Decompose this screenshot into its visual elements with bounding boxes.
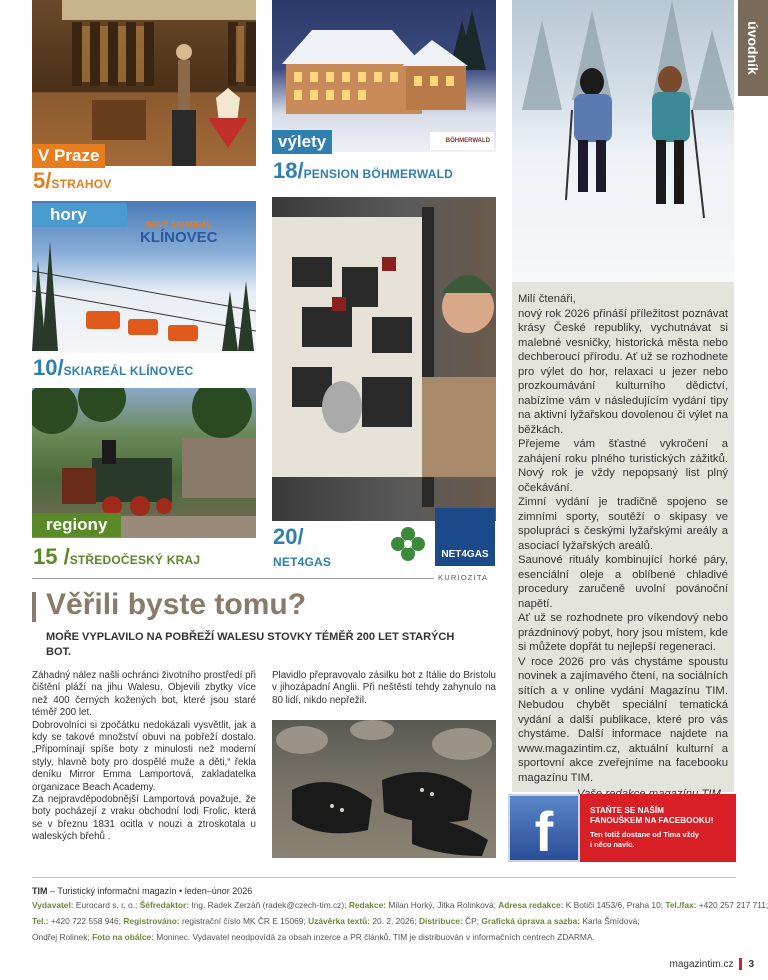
article-col1	[32, 670, 256, 844]
article-p4: Plavidlo přepravovalo zásilku bot z Itálie do Bristolu v jihozápadní Anglii. Při neštěstí tehdy zahynulo na 80 lidí, nikdo nepřežil.	[272, 670, 496, 706]
klinovec-logo: NOVÝ SKIAREÁL KLÍNOVEC	[140, 220, 218, 246]
hory-page-ref[interactable]: 10/SKIAREÁL KLÍNOVEC	[33, 355, 194, 380]
editorial-tab: úvodník	[738, 0, 768, 96]
article-col2	[272, 670, 496, 707]
editorial-p5: Ať už se rozhodnete pro víkendový nebo prázdninový pobyt, hory jsou místem, kde si můžete dopřát tu nejlepší regeneraci.	[518, 612, 728, 653]
editorial-p2: Přejeme vám šťastné vykročení a zahájení roku plného turistických zážitků. Nový rok je vždy nepopsaný list plný očekávání.	[518, 438, 728, 494]
page-number: 3	[748, 958, 754, 970]
page-footer	[670, 958, 754, 970]
editorial-p4: Saunové rituály kombinující horké páry, esenciální oleje a oblíbené chladivé procedury zaručeně uvolní povánoční napětí.	[518, 554, 728, 610]
facebook-icon: f	[508, 794, 580, 862]
headline-bar	[32, 592, 36, 622]
page-marker	[739, 958, 742, 970]
hory-title: SKIAREÁL KLÍNOVEC	[63, 364, 194, 378]
vylety-label: výlety	[272, 130, 332, 154]
section-label: KURIOZITA	[438, 573, 489, 582]
regiony-title: STŘEDOČESKÝ KRAJ	[69, 553, 201, 567]
editorial-greeting: Milí čtenáři,	[518, 293, 576, 305]
net4gas-page-ref[interactable]: 20/ NET4GAS	[273, 524, 332, 569]
skiers-illustration	[512, 0, 734, 282]
net4gas-logo: NET4GAS	[435, 508, 495, 566]
editorial-p3: Zimní vydání je tradičně spojeno se zimními sporty, soutěží o skipasy ve spolupráci s českými lyžařskými areály a asociací lyžařských areálů.	[518, 496, 728, 552]
footer-line2: Tel.: +420 722 558 946; Registrováno: registrační číslo MK ČR E 15069; Uzávěrka textů: 20. 2. 2026; Distribuce: ČP; Grafická úprava a sazba: Karla Šmídová;	[32, 916, 640, 926]
strahov-library-photo[interactable]	[32, 0, 256, 166]
regiony-label: regiony	[32, 513, 121, 537]
section-divider	[32, 578, 434, 579]
boots-illustration	[272, 720, 496, 858]
praha-label: V Praze	[32, 144, 105, 168]
footer-line3: Ondřej Rolinek; Foto na obálce: Moninec. Vydavatel neodpovídá za obsah inzerce a PR článků. TIM je distribuován v informačních centrech ZDARMA.	[32, 932, 595, 942]
editorial-p1: nový rok 2026 přináší příležitost poznávat krásy České republiky, vychutnávat si malebné vesničky, historická města nebo dechberoucí přírodu. Ať už se rozhodnete pro výlet do hor, relaxaci u jezer nebo prozkoumávání kulturního dědictví, nabízíme vám v následujícím vydání tipy na aktivní lyžařskou dovolenou či výlet na běžkách.	[518, 307, 728, 436]
footer-brand-line: TIM – Turistický informační magazín • leden–únor 2026	[32, 886, 253, 896]
footer-divider	[32, 877, 736, 878]
net4gas-photo[interactable]	[272, 197, 496, 521]
article-headline: Věřili byste tomu?	[46, 588, 307, 621]
hory-label: hory	[32, 203, 127, 227]
facebook-banner[interactable]: f STAŇTE SE NAŠÍM FANOUŠKEM NA FACEBOOKU! Ten totiž dostane od Tima vždy i něco navíc.	[508, 794, 736, 862]
editorial-box	[512, 282, 734, 792]
praha-title: STRAHOV	[51, 177, 112, 191]
article-p1: Záhadný nález našli ochránci životního prostředí při čištění pláží na jihu Walesu. Objevili zbytky více než 400 černých kožených bot, které jsou staré téměř 200 let.	[32, 670, 256, 719]
library-illustration	[32, 0, 256, 166]
footer-line1: Vydavatel: Eurocard s. r. o.; Šéfredaktor: Ing. Radek Zerzáň (radek@czech-tim.cz); Redakce: Milan Horký, Jitka Rolinková; Adresa redakce: K Botiči 1453/6, Praha 10; Tel./fax: +420 257 217 711;	[32, 900, 768, 910]
article-subheadline: MOŘE VYPLAVILO NA POBŘEŽÍ WALESU STOVKY TÉMĚŘ 200 LET STARÝCH BOT.	[46, 631, 455, 658]
boots-on-beach-photo[interactable]	[272, 720, 496, 858]
cross-country-skiers-photo[interactable]	[512, 0, 734, 282]
bohmerwald-logo: BÖHMERWALD	[430, 132, 494, 150]
regiony-page-ref[interactable]: 15 /STŘEDOČESKÝ KRAJ	[33, 544, 201, 569]
net4gas-title: NET4GAS	[273, 555, 332, 569]
vylety-page-ref[interactable]: 18/PENSION BÖHMERWALD	[273, 158, 453, 183]
article-p2: Dobrovolníci si zpočátku nedokázali vysvětlit, jak a kdy se takové množství obuvi na pobřeží dostalo. „Připomínají spíše boty z minulosti než moderní styly, hlavně boty pro dospělé muže a děti,“ řekla deníku Mirror Emma Lamportová, zakladatelka organizace Beach Academy.	[32, 719, 256, 793]
vylety-title: PENSION BÖHMERWALD	[303, 167, 453, 181]
site-url[interactable]: magazintim.cz	[669, 958, 734, 970]
flower-logo	[386, 522, 430, 566]
praha-page-ref[interactable]: 5/STRAHOV	[33, 168, 112, 193]
article-p3: Za nejpravděpodobnější Lamportová považuje, že boty pocházejí z vraku obchodní lodi Frolic, která se v březnu 1831 ocitla v nouzi a ztroskotala u waleských břehů .	[32, 794, 256, 843]
info-board-illustration	[272, 197, 496, 521]
editorial-p6: V roce 2026 pro vás chystáme spoustu novinek a zajímavého čtení, na sociálních sítích a v online vydání Magazínu TIM. Nebudou chybět speciální tematická vydání a další publikace, které pro vás chystáme. Další informace najdete na www.magazintim.cz, aktuální kulturní a sportovní akce zveřejníme na facebooku magazínu TIM.	[518, 655, 728, 784]
